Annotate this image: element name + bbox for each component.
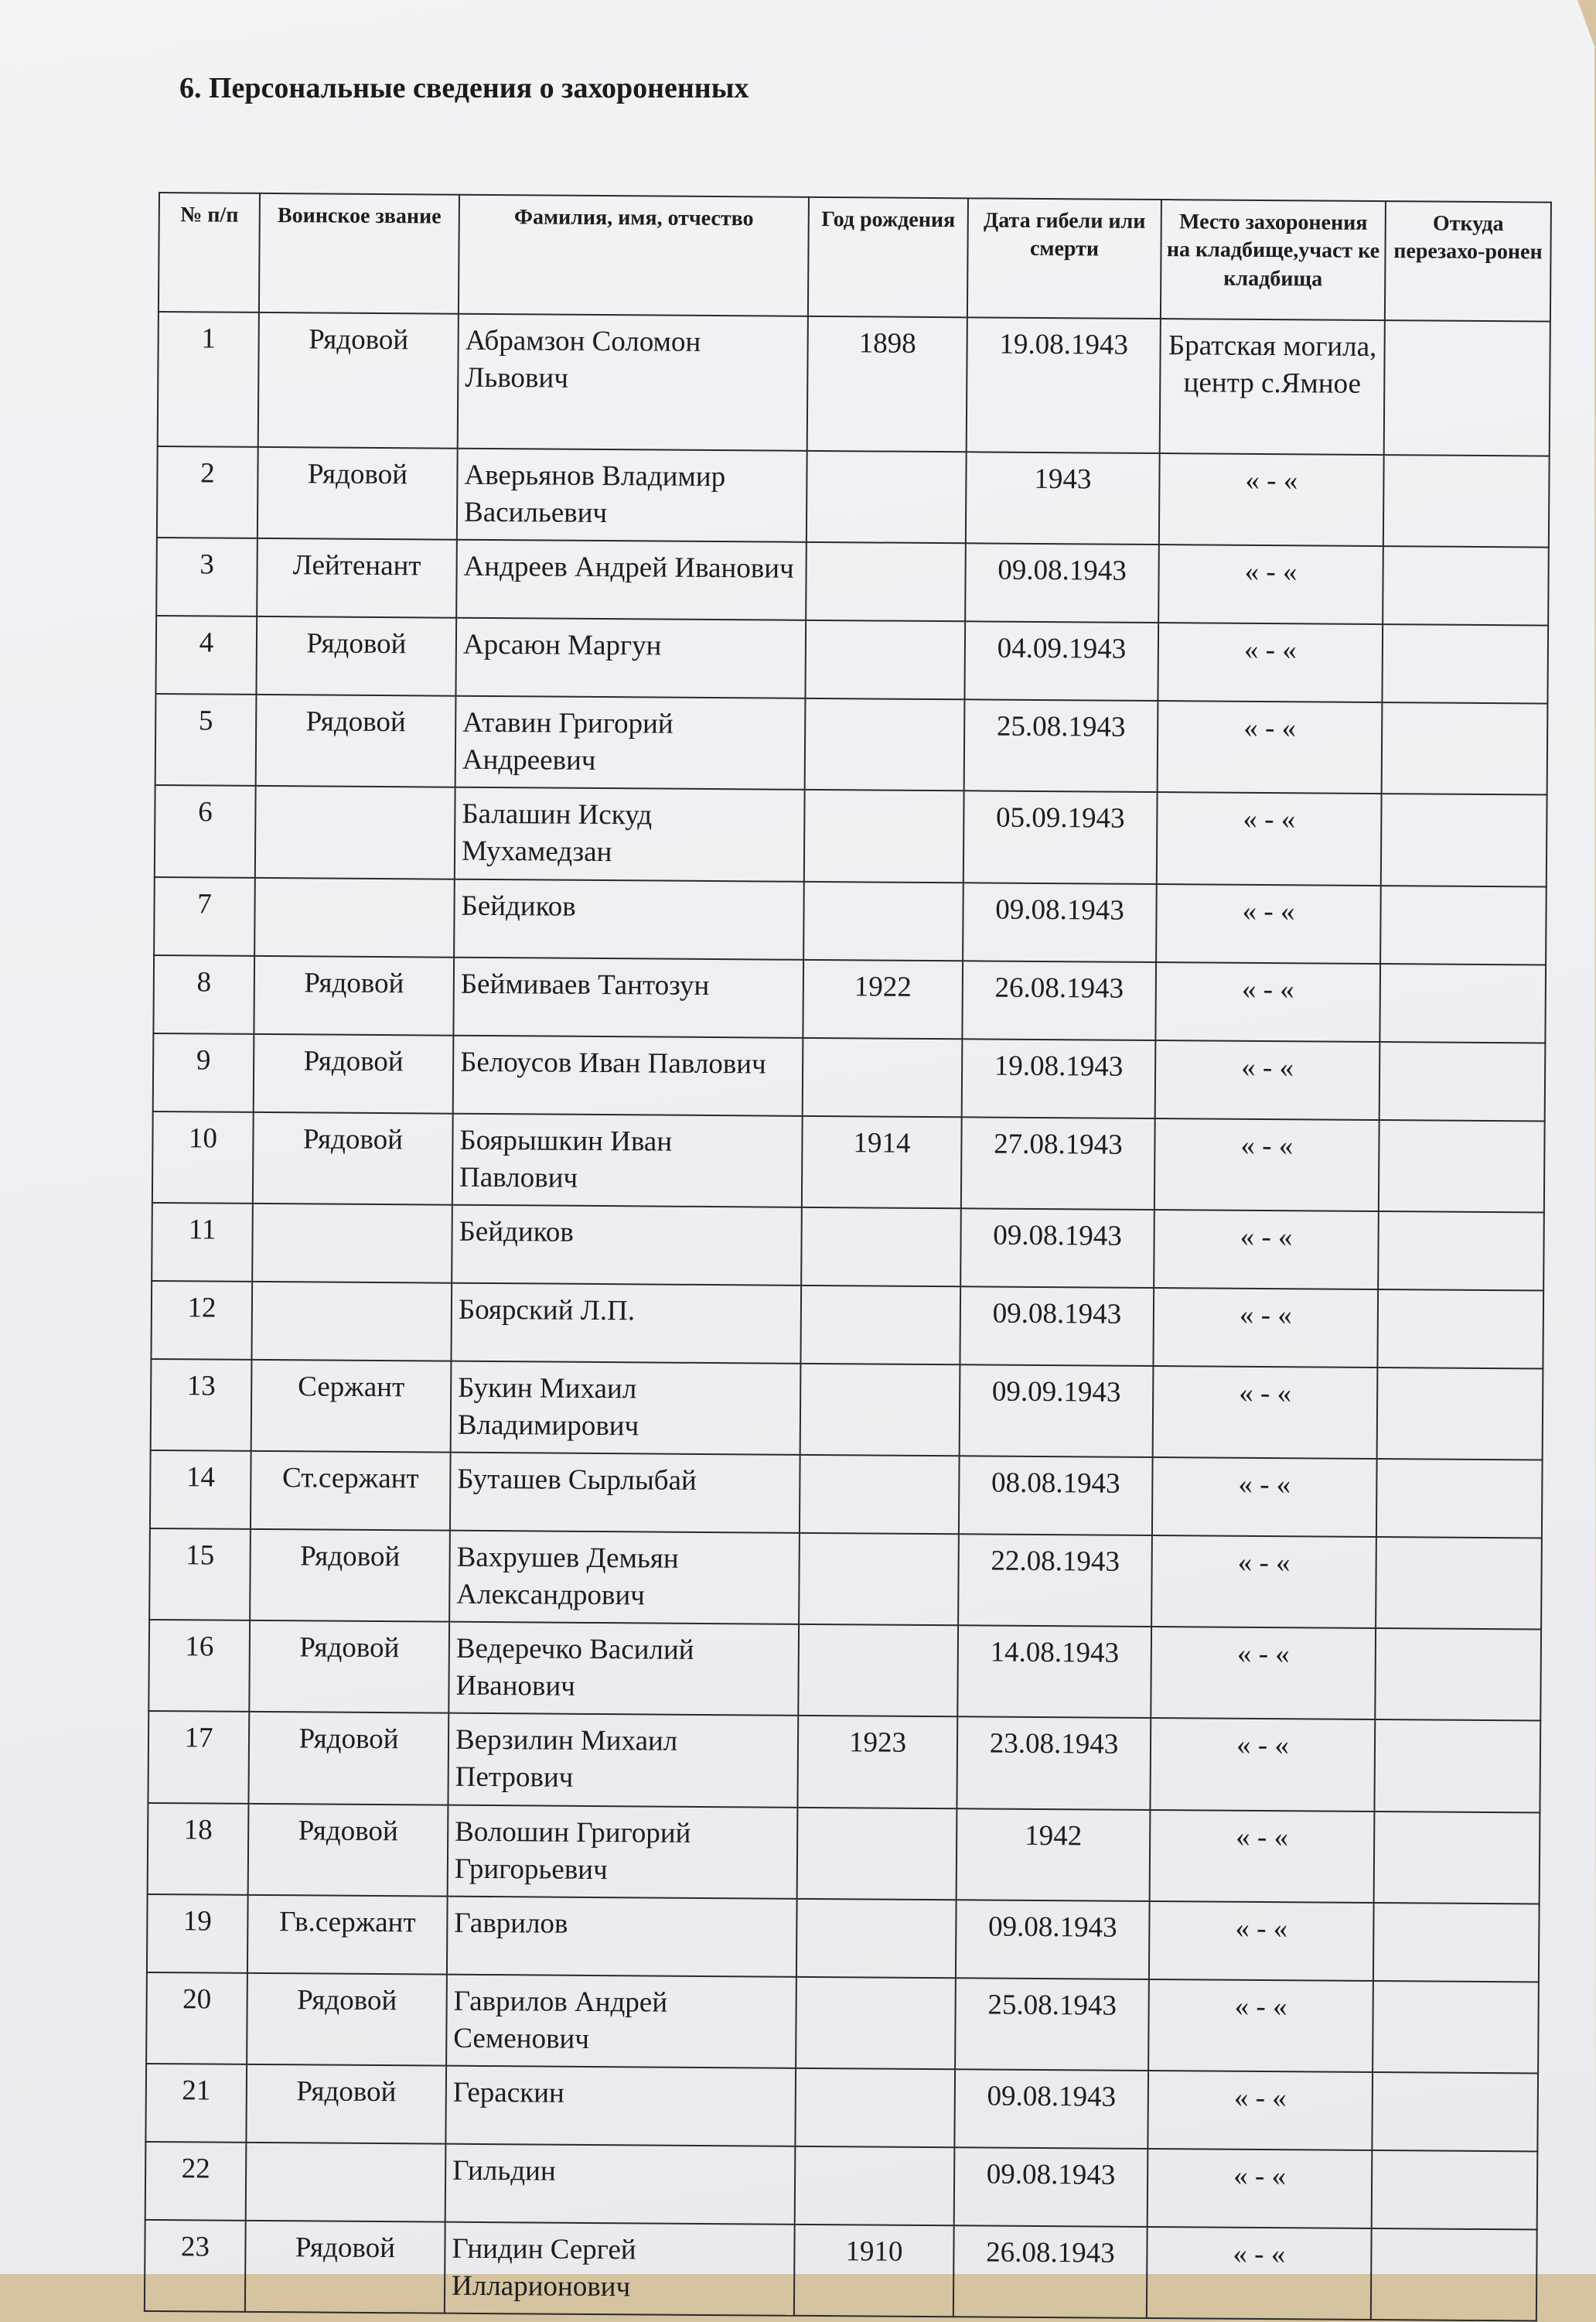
row-full-name: Вахрушев Демьян Александрович	[449, 1531, 800, 1624]
row-burial-place: « - «	[1150, 1718, 1375, 1811]
row-death-date: 26.08.1943	[962, 961, 1156, 1040]
row-rank: Рядовой	[256, 616, 456, 696]
row-full-name: Гаврилов	[447, 1896, 797, 1976]
row-rank: Рядовой	[256, 695, 456, 787]
row-death-date: 05.09.1943	[963, 791, 1158, 884]
table-row	[149, 1528, 1542, 1630]
table-row	[145, 2064, 1538, 2152]
row-birth-year	[795, 2068, 955, 2147]
row-birth-year	[795, 2146, 955, 2225]
row-reburied-from	[1371, 2228, 1537, 2321]
row-reburied-from	[1377, 1368, 1543, 1460]
row-burial-place: « - «	[1158, 701, 1383, 794]
row-birth-year: 1922	[803, 959, 963, 1038]
row-full-name: Абрамзон Соломон Львович	[458, 314, 808, 451]
row-reburied-from	[1383, 546, 1549, 625]
row-death-date: 1943	[966, 452, 1160, 545]
row-rank: Сержант	[251, 1360, 452, 1453]
row-full-name: Волошин Григорий Григорьевич	[448, 1805, 798, 1898]
row-birth-year	[803, 1037, 963, 1116]
row-death-date: 19.08.1943	[967, 317, 1161, 453]
table-row	[151, 1359, 1543, 1460]
row-death-date: 09.08.1943	[960, 1286, 1154, 1366]
row-rank	[246, 2143, 446, 2222]
row-burial-place: « - «	[1149, 1901, 1374, 1981]
table-row	[154, 877, 1547, 965]
row-reburied-from	[1376, 1459, 1543, 1538]
row-number: 9	[153, 1033, 254, 1112]
row-reburied-from	[1382, 702, 1548, 795]
table-row	[155, 785, 1547, 886]
row-death-date: 1942	[957, 1808, 1151, 1901]
row-full-name: Боярышкин Иван Павлович	[452, 1113, 803, 1207]
row-full-name: Ведеречко Василий Иванович	[448, 1622, 799, 1716]
row-burial-place: « - «	[1155, 962, 1380, 1042]
table-row	[148, 1802, 1540, 1904]
row-reburied-from	[1373, 1981, 1539, 2074]
column-header-rank: Воинское звание	[259, 193, 459, 314]
table-row	[150, 1450, 1543, 1538]
column-header-birth-year: Год рождения	[808, 197, 968, 317]
row-burial-place: « - «	[1148, 2071, 1373, 2150]
row-birth-year	[806, 542, 966, 621]
column-header-burial-place: Место захоронения на кладбище,участ ке кладбища	[1161, 200, 1386, 320]
row-burial-place: « - «	[1147, 2227, 1372, 2320]
row-number: 17	[148, 1711, 249, 1803]
row-burial-place: « - «	[1158, 623, 1383, 702]
table-row	[152, 1111, 1545, 1213]
header-row	[159, 193, 1551, 322]
row-death-date: 25.08.1943	[955, 1978, 1149, 2071]
row-number: 23	[145, 2220, 246, 2312]
row-rank: Рядовой	[257, 447, 458, 540]
row-birth-year	[805, 698, 965, 791]
row-number: 12	[151, 1281, 252, 1360]
table-row	[146, 1972, 1539, 2074]
document-title: 6. Персональные сведения о захороненных	[179, 72, 749, 104]
row-birth-year	[803, 881, 963, 960]
column-header-reburied-from: Откуда перезахо-ронен	[1385, 201, 1551, 321]
table-row	[148, 1620, 1541, 1721]
row-number: 4	[155, 616, 257, 695]
row-rank	[252, 1204, 452, 1283]
row-burial-place: « - «	[1150, 1810, 1375, 1903]
row-death-date: 09.08.1943	[960, 1208, 1154, 1288]
row-number: 1	[158, 312, 259, 447]
row-death-date: 22.08.1943	[958, 1534, 1152, 1627]
row-burial-place: « - «	[1153, 1366, 1378, 1459]
row-full-name: Белоусов Иван Павлович	[453, 1035, 803, 1115]
row-death-date: 19.08.1943	[962, 1039, 1156, 1118]
row-rank: Рядовой	[248, 1803, 448, 1896]
table-row	[148, 1711, 1540, 1812]
row-full-name: Андреев Андрей Иванович	[456, 540, 807, 620]
row-rank: Рядовой	[250, 1529, 450, 1622]
row-burial-place: « - «	[1157, 792, 1382, 885]
row-burial-place: Братская могила, центр с.Ямное	[1160, 319, 1385, 455]
row-death-date: 14.08.1943	[957, 1625, 1151, 1718]
row-full-name: Гнидин Сергей Илларионович	[445, 2222, 795, 2316]
row-burial-place: « - «	[1155, 1040, 1380, 1120]
row-number: 22	[145, 2142, 247, 2221]
column-header-number: № п/п	[159, 193, 260, 312]
row-number: 14	[150, 1450, 251, 1529]
table-row	[155, 616, 1548, 704]
row-number: 8	[153, 955, 254, 1034]
row-burial-place: « - «	[1151, 1535, 1376, 1628]
row-number: 18	[148, 1802, 249, 1894]
row-number: 20	[146, 1972, 247, 2064]
row-full-name: Атавин Григорий Андреевич	[455, 696, 806, 790]
table-row	[156, 538, 1549, 626]
row-burial-place: « - «	[1153, 1288, 1378, 1368]
row-birth-year	[804, 790, 964, 883]
row-birth-year	[799, 1533, 959, 1626]
table-row	[157, 446, 1550, 548]
row-death-date: 09.08.1943	[963, 883, 1157, 962]
row-birth-year	[800, 1364, 960, 1456]
table-row	[153, 1033, 1546, 1122]
row-burial-place: « - «	[1154, 1210, 1379, 1289]
row-rank: Рядовой	[254, 1033, 454, 1113]
row-full-name: Бейдиков	[452, 1204, 802, 1285]
row-number: 15	[149, 1528, 251, 1620]
row-birth-year	[800, 1286, 960, 1364]
row-rank	[255, 786, 455, 879]
row-full-name: Верзилин Михаил Петрович	[448, 1713, 798, 1807]
row-rank: Рядовой	[254, 955, 454, 1035]
row-rank	[251, 1282, 452, 1361]
row-number: 10	[152, 1111, 254, 1204]
row-number: 2	[157, 446, 258, 538]
row-reburied-from	[1377, 1289, 1543, 1368]
row-number: 11	[152, 1203, 253, 1282]
row-reburied-from	[1384, 320, 1550, 456]
row-reburied-from	[1372, 2150, 1538, 2229]
row-birth-year	[797, 1807, 957, 1900]
column-header-name: Фамилия, имя, отчество	[459, 195, 809, 316]
row-birth-year	[798, 1624, 958, 1717]
row-death-date: 25.08.1943	[964, 699, 1158, 792]
row-burial-place: « - «	[1148, 1979, 1373, 2072]
row-rank: Рядовой	[248, 1712, 448, 1805]
row-death-date: 09.08.1943	[954, 2147, 1148, 2227]
row-birth-year	[807, 451, 967, 544]
row-rank: Рядовой	[258, 312, 459, 449]
row-number: 5	[155, 694, 257, 786]
row-reburied-from	[1379, 1042, 1546, 1121]
row-death-date: 09.08.1943	[954, 2069, 1148, 2149]
row-number: 6	[155, 785, 256, 877]
row-death-date: 23.08.1943	[957, 1717, 1151, 1810]
burials-table-wrapper	[144, 192, 1550, 2322]
table-row	[145, 2220, 1537, 2321]
row-birth-year	[800, 1455, 960, 1534]
row-rank: Рядовой	[246, 2064, 446, 2144]
row-full-name: Гераскин	[445, 2066, 796, 2146]
row-reburied-from	[1380, 886, 1547, 965]
row-reburied-from	[1381, 794, 1547, 886]
burials-table	[144, 192, 1552, 2322]
row-death-date: 09.09.1943	[960, 1364, 1154, 1457]
row-death-date: 09.08.1943	[965, 543, 1159, 623]
column-header-death-date: Дата гибели или смерти	[967, 198, 1161, 319]
row-birth-year	[796, 1899, 957, 1978]
row-rank: Рядовой	[253, 1111, 453, 1204]
table-body	[145, 312, 1550, 2321]
row-rank: Лейтенант	[257, 538, 457, 618]
row-birth-year	[801, 1207, 961, 1286]
row-number: 3	[156, 538, 257, 616]
row-full-name: Букин Михаил Владимирович	[451, 1361, 801, 1454]
row-death-date: 09.08.1943	[956, 1900, 1150, 1979]
row-rank: Рядовой	[245, 2221, 445, 2313]
row-full-name: Буташев Сырлыбай	[450, 1453, 800, 1533]
row-birth-year	[805, 620, 965, 699]
row-birth-year: 1910	[794, 2225, 954, 2317]
table-row	[147, 1894, 1540, 1982]
row-burial-place: « - «	[1151, 1627, 1376, 1719]
row-reburied-from	[1382, 624, 1548, 703]
row-full-name: Аверьянов Владимир Васильевич	[457, 449, 807, 542]
row-full-name: Боярский Л.П.	[451, 1282, 801, 1363]
row-reburied-from	[1379, 1120, 1545, 1213]
row-burial-place: « - «	[1148, 2149, 1373, 2228]
row-reburied-from	[1375, 1628, 1541, 1721]
row-rank	[254, 877, 455, 957]
row-burial-place: « - «	[1152, 1457, 1377, 1537]
row-reburied-from	[1372, 2072, 1538, 2151]
row-full-name: Арсаюн Маргун	[455, 618, 806, 698]
row-burial-place: « - «	[1154, 1118, 1379, 1211]
row-reburied-from	[1374, 1812, 1540, 1904]
row-full-name: Гильдин	[445, 2144, 796, 2225]
table-row	[152, 1203, 1544, 1291]
row-number: 21	[145, 2064, 247, 2143]
table-row	[158, 312, 1550, 456]
row-number: 16	[148, 1620, 250, 1712]
table-row	[153, 955, 1546, 1043]
row-rank: Рядовой	[249, 1620, 449, 1713]
row-birth-year	[796, 1977, 956, 2070]
row-full-name: Балашин Искуд Мухамедзан	[455, 787, 805, 881]
row-burial-place: « - «	[1158, 545, 1383, 624]
row-number: 13	[151, 1359, 252, 1451]
row-reburied-from	[1379, 964, 1546, 1043]
row-burial-place: « - «	[1159, 453, 1384, 546]
row-reburied-from	[1378, 1211, 1544, 1290]
row-burial-place: « - «	[1156, 884, 1381, 964]
row-death-date: 04.09.1943	[964, 621, 1158, 701]
row-rank: Рядовой	[247, 1973, 447, 2066]
row-reburied-from	[1374, 1719, 1540, 1812]
table-row	[155, 694, 1548, 795]
row-reburied-from	[1373, 1903, 1540, 1982]
row-birth-year: 1923	[797, 1716, 957, 1808]
table-row	[151, 1281, 1543, 1369]
row-full-name: Бейдиков	[454, 879, 804, 959]
row-death-date: 26.08.1943	[953, 2225, 1148, 2318]
row-rank: Гв.сержант	[247, 1895, 448, 1975]
row-rank: Ст.сержант	[251, 1451, 451, 1531]
row-birth-year: 1898	[807, 316, 967, 452]
row-number: 19	[147, 1894, 248, 1973]
table-row	[145, 2142, 1538, 2230]
row-death-date: 27.08.1943	[961, 1117, 1155, 1210]
row-number: 7	[154, 877, 255, 956]
row-full-name: Гаврилов Андрей Семенович	[446, 1974, 796, 2068]
row-birth-year: 1914	[802, 1115, 962, 1208]
row-full-name: Беймиваев Тантозун	[453, 957, 803, 1037]
row-reburied-from	[1376, 1537, 1542, 1630]
row-death-date: 08.08.1943	[959, 1456, 1153, 1535]
row-reburied-from	[1383, 455, 1550, 548]
table-header	[159, 193, 1551, 322]
